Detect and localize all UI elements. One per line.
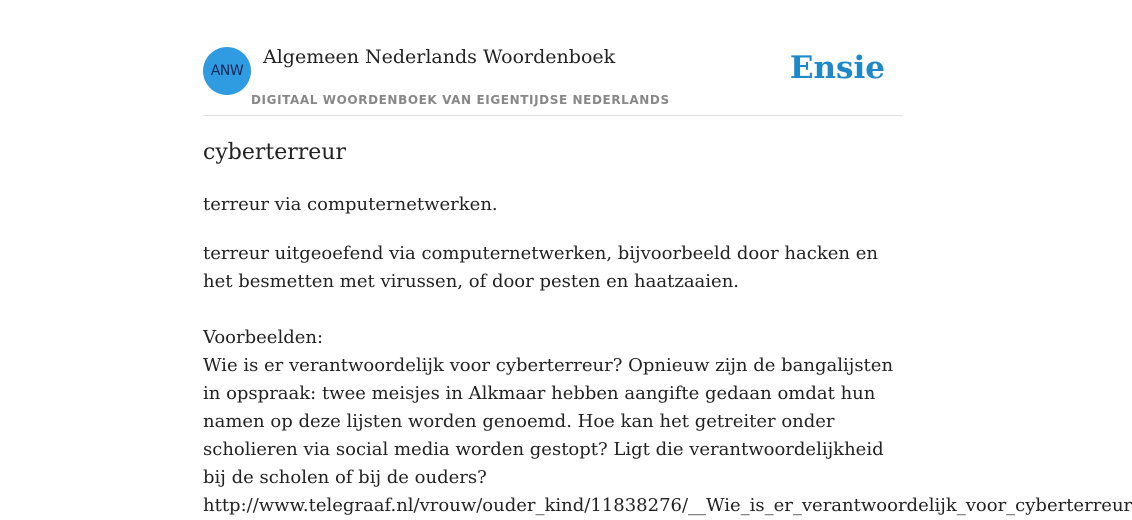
ensie-brand-logo[interactable]: Ensie bbox=[789, 50, 885, 86]
example-text: Wie is er verantwoordelijk voor cyberterreur? Opnieuw zijn de bangalijsten in opspraak: twee meisjes in Alkmaar hebben aangifte gedaan omdat hun namen op deze lijsten worden genoemd. Hoe kan het getreiter onder scholieren via social media worden gestopt? Ligt die verantwoordelijkheid bij de scholen of bij de ouders? bbox=[203, 355, 894, 488]
site-subtitle: DIGITAAL WOORDENBOEK VAN EIGENTIJDSE NEDERLANDS bbox=[251, 93, 670, 107]
site-header bbox=[203, 40, 903, 116]
source-link[interactable]: http://www.telegraaf.nl/vrouw/ouder_kind/11838276/__Wie_is_er_verantwoordelijk_voor_cyberterreur bbox=[203, 495, 1132, 516]
anw-logo[interactable] bbox=[203, 47, 251, 95]
entry-headword: cyberterreur bbox=[203, 140, 346, 165]
site-title[interactable]: Algemeen Nederlands Woordenboek bbox=[263, 46, 616, 68]
examples-label: Voorbeelden: bbox=[203, 327, 324, 348]
long-definition: terreur uitgeoefend via computernetwerken, bijvoorbeeld door hacken en het besmetten met virussen, of door pesten en haatzaaien. bbox=[203, 243, 878, 292]
logo-text: ANW bbox=[210, 63, 244, 79]
short-definition: terreur via computernetwerken. bbox=[203, 194, 498, 215]
examples-section bbox=[203, 324, 1132, 520]
